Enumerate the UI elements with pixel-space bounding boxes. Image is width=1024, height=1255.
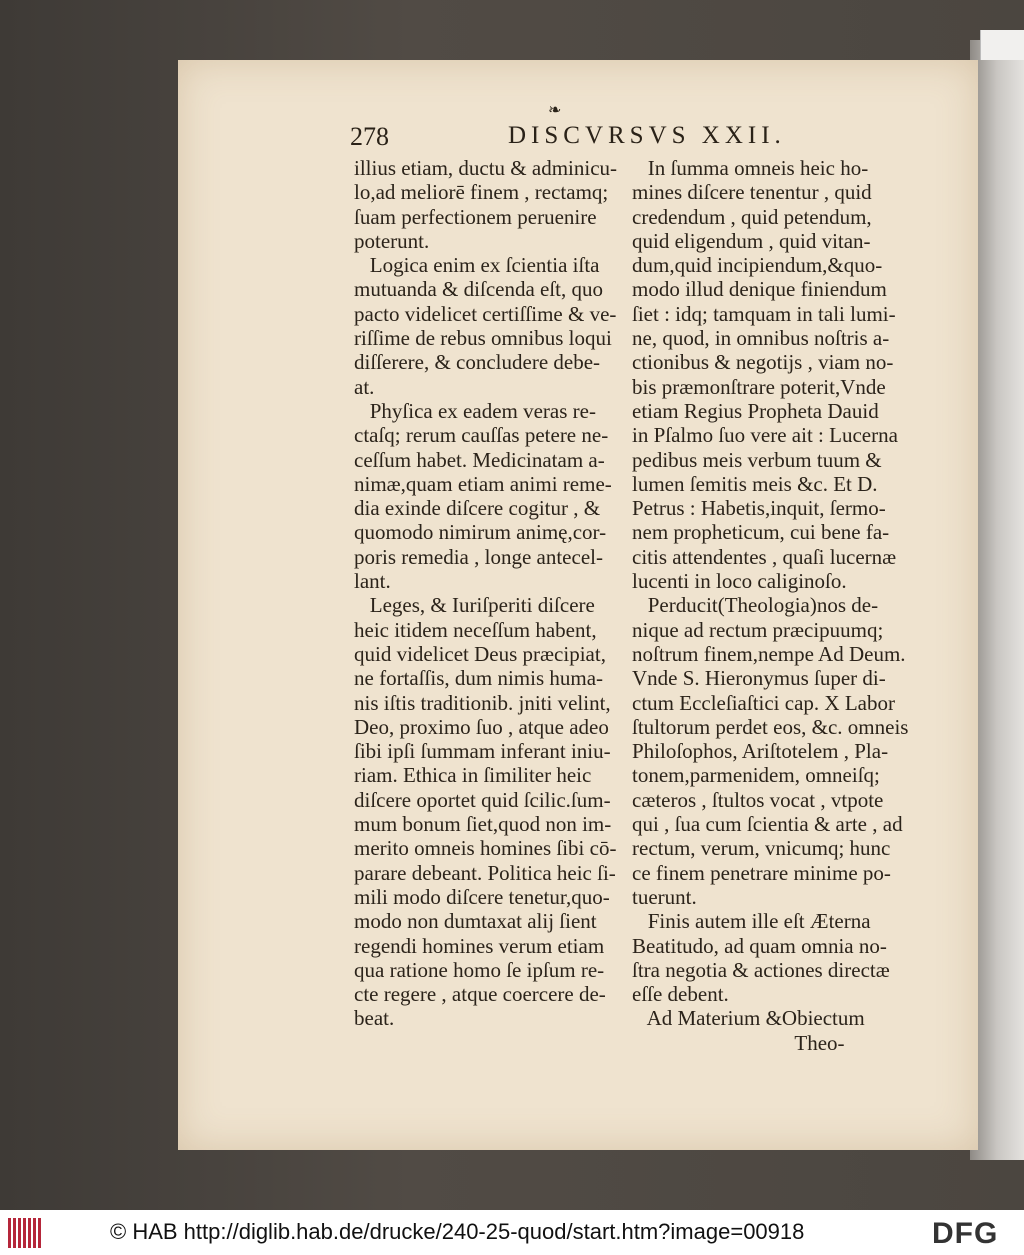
text-line: ſtra negotia & actiones directæ (632, 957, 890, 982)
text-line: lucenti in loco caliginoſo. (632, 569, 847, 594)
text-line: ctum Eccleſiaſtici cap. X Labor (632, 690, 895, 715)
text-line: ne fortaſſis, dum nimis huma- (354, 666, 604, 691)
folio-number: 278 (350, 122, 389, 151)
ornament: ❧ (548, 102, 562, 119)
text-line: diſſerere, & concludere debe- (354, 350, 601, 375)
text-line: tonem,parmenidem, omneiſq; (632, 763, 880, 788)
text-line: Finis autem ille eſt Æterna (632, 909, 871, 934)
text-line: mum bonum ſiet,quod non im- (354, 812, 612, 837)
text-line: riſſime de rebus omnibus loqui (354, 326, 612, 351)
text-line: lo,ad meliorē finem , rectamq; (354, 180, 609, 205)
text-line: beat. (354, 1006, 395, 1031)
text-line: Logica enim ex ſcientia iſta (354, 253, 600, 278)
text-line: merito omneis homines ſibi cō- (354, 836, 617, 861)
text-line: nimæ,quam etiam animi reme- (354, 471, 612, 496)
right-column (632, 156, 909, 1055)
text-line: mutuanda & diſcenda eſt, quo (354, 277, 604, 302)
text-line: tuerunt. (632, 884, 697, 909)
text-line: Vnde S. Hieronymus ſuper di- (632, 666, 886, 691)
text-line: nem propheticum, cui bene fa- (632, 520, 890, 545)
text-line: poris remedia , longe antecel- (354, 544, 603, 569)
text-line: Leges, & Iuriſperiti diſcere (354, 593, 595, 618)
text-line: cte regere , atque coercere de- (354, 982, 606, 1007)
text-line: ſtultorum perdet eos, &c. omneis (632, 714, 909, 739)
text-line: ctaſq; rerum cauſſas petere ne- (354, 423, 609, 448)
text-line: in Pſalmo ſuo vere ait : Lucerna (632, 423, 898, 448)
running-head (350, 122, 910, 154)
text-line: pedibus meis verbum tuum & (632, 447, 882, 472)
text-line: Theo- (632, 1030, 845, 1055)
text-line: nis iſtis traditionib. jniti velint, (354, 690, 611, 715)
text-line: citis attendentes , quaſi lucernæ (632, 544, 897, 569)
text-line: lumen ſemitis meis &c. Et D. (632, 471, 878, 496)
text-line: rectum, verum, vnicumq; hunc (632, 836, 891, 861)
text-line: at. (354, 374, 375, 399)
next-page-edge (970, 40, 1024, 1160)
text-line: nique ad rectum præcipuumq; (632, 617, 884, 642)
text-line: ſuam perfectionem peruenire (354, 204, 597, 229)
text-line: parare debeant. Politica heic ſi- (354, 860, 616, 885)
text-line: mines diſcere tenentur , quid (632, 180, 872, 205)
text-line: Beatitudo, ad quam omnia no- (632, 933, 887, 958)
text-line: In ſumma omneis heic ho- (632, 156, 869, 180)
text-line: noſtrum finem,nempe Ad Deum. (632, 641, 906, 666)
text-line: quid eligendum , quid vitan- (632, 228, 871, 253)
text-line: qua ratione homo ſe ipſum re- (354, 957, 605, 982)
text-line: riam. Ethica in ſimiliter heic (354, 763, 592, 788)
text-line: Deo, proximo ſuo , atque adeo (354, 714, 609, 739)
text-line: cæteros , ſtultos vocat , vtpote (632, 787, 884, 812)
text-line: ne, quod, in omnibus noſtris a- (632, 326, 890, 351)
text-line: mili modo diſcere tenetur,quo- (354, 884, 610, 909)
text-line: quid videlicet Deus præcipiat, (354, 641, 606, 666)
text-line: poterunt. (354, 228, 430, 253)
text-line: lant. (354, 569, 391, 594)
text-line: dum,quid incipiendum,&quo- (632, 253, 883, 278)
text-line: heic itidem neceſſum habent, (354, 617, 597, 642)
text-line: regendi homines verum etiam (354, 933, 605, 958)
text-line: dia exinde diſcere cogitur , & (354, 496, 601, 521)
text-line: eſſe debent. (632, 982, 729, 1007)
text-line: Philoſophos, Ariſtotelem , Pla- (632, 739, 889, 764)
text-line: modo non dumtaxat alij ſient (354, 909, 597, 934)
text-line: Petrus : Habetis,inquit, ſermo- (632, 496, 886, 521)
text-line: ſiet : idq; tamquam in tali lumi- (632, 301, 896, 326)
text-line: qui , ſua cum ſcientia & arte , ad (632, 812, 903, 837)
text-line: ceſſum habet. Medicinatam a- (354, 447, 605, 472)
text-line: etiam Regius Propheta Dauid (632, 398, 879, 423)
footer-bar (0, 1210, 1024, 1255)
running-title: DISCVRSVS XXII. (508, 122, 786, 149)
text-line: modo illud denique finiendum (632, 277, 887, 302)
text-line: ce finem penetrare minime po- (632, 860, 891, 885)
text-line: ſibi ipſi ſummam inferant iniu- (354, 739, 611, 764)
source-link[interactable]: © HAB http://diglib.hab.de/drucke/240-25-quod/start.htm?image=00918 (110, 1219, 805, 1244)
page-clip (980, 30, 1024, 60)
text-line: Ad Materium &Obiectum (632, 1006, 865, 1031)
text-line: ctionibus & negotijs , viam no- (632, 350, 894, 375)
text-line: quomodo nimirum animę,cor- (354, 520, 607, 545)
text-line: bis præmonſtrare poterit,Vnde (632, 374, 886, 399)
text-line: credendum , quid petendum, (632, 204, 872, 229)
dfg-logo: DFG (932, 1217, 999, 1250)
text-line: Phyſica ex eadem veras re- (354, 398, 596, 423)
text-line: Perducit(Theologia)nos de- (632, 593, 879, 618)
text-line: pacto videlicet certiſſime & ve- (354, 301, 617, 326)
left-column (354, 156, 626, 1031)
text-line: illius etiam, ductu & adminicu- (354, 156, 618, 180)
hab-logo-icon (8, 1218, 44, 1248)
text-line: diſcere oportet quid ſcilic.ſum- (354, 787, 611, 812)
